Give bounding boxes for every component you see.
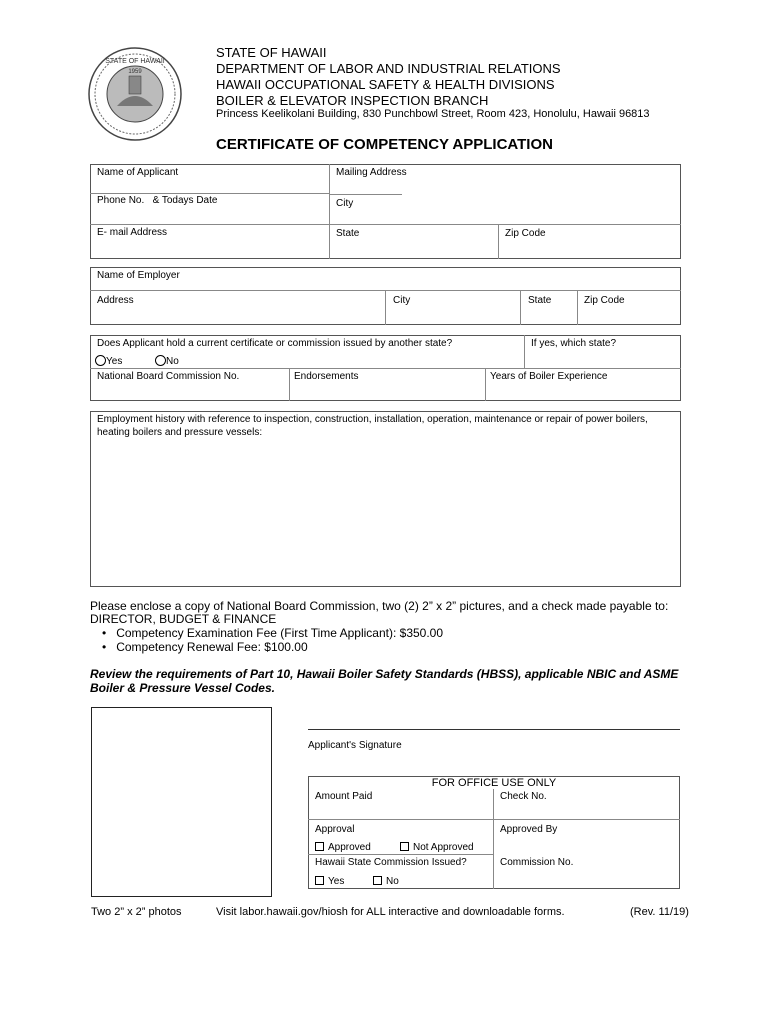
page-title: CERTIFICATE OF COMPETENCY APPLICATION <box>216 136 553 153</box>
commission-no-checkbox[interactable]: No <box>373 876 399 888</box>
payee: DIRECTOR, BUDGET & FINANCE <box>90 612 277 626</box>
enclose-instructions: Please enclose a copy of National Board Commission, two (2) 2” x 2” pictures, and a check made payable to: <box>90 599 669 613</box>
radio-circle-icon <box>95 355 106 366</box>
employer-name-field[interactable]: Name of Employer <box>97 270 180 281</box>
years-experience-field[interactable]: Years of Boiler Experience <box>490 371 608 382</box>
checkbox-icon <box>315 876 324 885</box>
visit-link[interactable]: Visit labor.hawaii.gov/hiosh for ALL interactive and downloadable forms. <box>216 906 565 918</box>
state-seal-icon <box>87 46 183 142</box>
checkbox-icon <box>400 842 409 851</box>
employer-zip-field[interactable]: Zip Code <box>584 295 625 306</box>
signature-line[interactable] <box>308 729 680 730</box>
svg-text:STATE OF HAWAII: STATE OF HAWAII <box>105 58 165 65</box>
radio-circle-icon <box>155 355 166 366</box>
employer-state-field[interactable]: State <box>528 295 552 306</box>
approval-label: Approval <box>315 824 355 835</box>
applicant-zip-field[interactable]: Zip Code <box>505 228 546 239</box>
email-field[interactable]: E- mail Address <box>97 227 168 238</box>
commission-issued-label: Hawaii State Commission Issued? <box>315 857 467 868</box>
checkbox-icon <box>373 876 382 885</box>
commission-no-field[interactable]: Commission No. <box>500 857 574 868</box>
commission-yes-checkbox[interactable]: Yes <box>315 876 344 888</box>
not-approved-checkbox[interactable]: Not Approved <box>400 842 474 854</box>
photo-box[interactable] <box>91 707 272 897</box>
approved-checkbox[interactable]: Approved <box>315 842 371 854</box>
photos-caption: Two 2” x 2” photos <box>91 906 182 918</box>
no-radio[interactable]: No <box>155 355 179 368</box>
checkbox-icon <box>315 842 324 851</box>
header-line-1: STATE OF HAWAII <box>216 45 327 60</box>
yes-radio[interactable]: Yes <box>95 355 122 368</box>
phone-date-field[interactable]: Phone No. & Todays Date <box>97 195 218 206</box>
header-address: Princess Keelikolani Building, 830 Punchbowl Street, Room 423, Honolulu, Hawaii 96813 <box>216 108 650 120</box>
employer-city-field[interactable]: City <box>393 295 411 306</box>
employment-label-1: Employment history with reference to inspection, construction, installation, operation, maintenance or repair of power boilers, <box>97 414 648 425</box>
amount-paid-field[interactable]: Amount Paid <box>315 791 373 802</box>
which-state-field[interactable]: If yes, which state? <box>531 338 617 349</box>
other-state-question: Does Applicant hold a current certificate or commission issued by another state? <box>97 338 453 349</box>
approved-by-field[interactable]: Approved By <box>500 824 558 835</box>
applicant-state-field[interactable]: State <box>336 228 360 239</box>
header-line-3: HAWAII OCCUPATIONAL SAFETY & HEALTH DIVISIONS <box>216 77 555 92</box>
revision-date: (Rev. 11/19) <box>630 906 689 918</box>
national-board-field[interactable]: National Board Commission No. <box>97 371 240 382</box>
office-use-title: FOR OFFICE USE ONLY <box>431 777 557 789</box>
applicant-name-field[interactable]: Name of Applicant <box>97 167 179 178</box>
endorsements-field[interactable]: Endorsements <box>294 371 359 382</box>
signature-label: Applicant's Signature <box>308 740 402 751</box>
fee-item-1: • Competency Examination Fee (First Time Applicant): $350.00 <box>102 626 444 640</box>
applicant-city-field[interactable]: City <box>336 198 354 209</box>
fee-item-2: • Competency Renewal Fee: $100.00 <box>102 640 308 654</box>
check-no-field[interactable]: Check No. <box>500 791 547 802</box>
review-note-2: Boiler & Pressure Vessel Codes. <box>90 681 275 695</box>
header-line-2: DEPARTMENT OF LABOR AND INDUSTRIAL RELATIONS <box>216 61 561 76</box>
mailing-address-field[interactable]: Mailing Address <box>336 167 407 178</box>
employer-address-field[interactable]: Address <box>97 295 134 306</box>
svg-text:1959: 1959 <box>128 69 142 75</box>
header-line-4: BOILER & ELEVATOR INSPECTION BRANCH <box>216 93 489 108</box>
review-note-1: Review the requirements of Part 10, Hawaii Boiler Safety Standards (HBSS), applicable NBIC and ASME <box>90 667 679 681</box>
employment-label-2: heating boilers and pressure vessels: <box>97 427 263 438</box>
